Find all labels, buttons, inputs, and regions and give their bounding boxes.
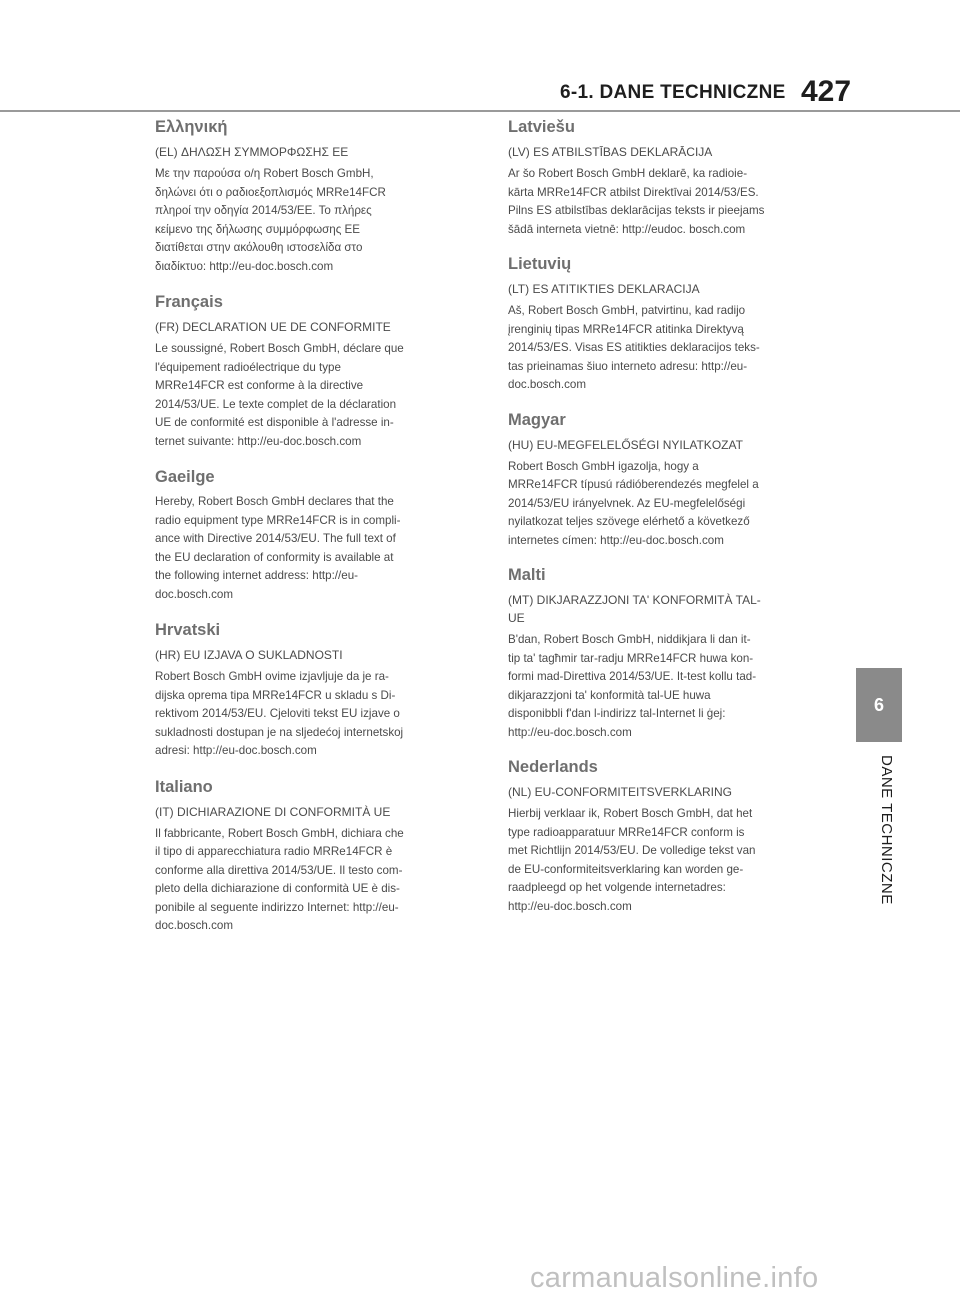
declaration-text: Le soussigné, Robert Bosch GmbH, déclare que l'équipement radioélectrique du type MRRe14FCR est conforme à la directive 2014/53/UE. Le texte complet de la déclaration UE de conformité est disponible à l'adresse in- ternet suivante: http://eu-doc.bosch.com [155, 342, 404, 448]
declaration-heading: (FR) DECLARATION UE DE CONFORMITE [155, 320, 391, 334]
language-title: Latviešu [508, 118, 575, 136]
chapter-tab[interactable] [856, 668, 902, 742]
declaration-heading: (HU) EU-MEGFELELŐSÉGI NYILATKOZAT [508, 437, 743, 452]
section-greek [155, 116, 465, 276]
language-title: Français [155, 293, 223, 311]
language-title: Nederlands [508, 758, 598, 776]
language-title: Hrvatski [155, 621, 221, 639]
page-number: 427 [801, 75, 852, 108]
declaration-text: Hierbij verklaar ik, Robert Bosch GmbH, dat het type radioapparatuur MRRe14FCR conform is met Richtlijn 2014/53/EU. De volledige tekst van de EU-conformiteitsverklaring kan worden ge- raadpleegd op het volgende internetadres: http://eu-doc.bosch.com [508, 807, 756, 913]
language-title: Lietuvių [508, 255, 572, 273]
section-dutch [508, 756, 824, 916]
section-irish [155, 466, 465, 604]
language-title: Malti [508, 566, 546, 584]
declaration-text: Aš, Robert Bosch GmbH, patvirtinu, kad radijo įrenginių tipas MRRe14FCR atitinka Direktyvą 2014/53/ES. Visas ES atitikties deklaracijos teks- tas prieinamas šiuo interneto adresu: http://eu- doc.bosch.com [508, 304, 760, 391]
declaration-heading: (NL) EU-CONFORMITEITSVERKLARING [508, 785, 733, 799]
declaration-text: Ar šo Robert Bosch GmbH deklarē, ka radioie- kārta MRRe14FCR atbilst Direktīvai 2014/53/ES. Pilns ES atbilstības deklarācijas teksts ir pieejams šādā interneta vietnē: http://eudoc. bosch.com [508, 167, 765, 236]
declaration-text: B'dan, Robert Bosch GmbH, niddikjara li dan it- tip ta' tagħmir tar-radju MRRe14FCR huwa kon- formi mad-Direttiva 2014/53/UE. It-test kollu tad- dikjarazzjoni ta' konformità tal-UE huwa disponibbli f'dan l-indirizz tal-Internet li ġej: http://eu-doc.bosch.com [508, 633, 757, 739]
language-title: Gaeilge [155, 468, 215, 486]
section-hungarian [508, 409, 824, 551]
section-lithuanian [508, 253, 824, 395]
chapter-number: 6 [873, 695, 884, 715]
declaration-text: Il fabbricante, Robert Bosch GmbH, dichiara che il tipo di apparecchiatura radio MRRe14FCR è conforme alla direttiva 2014/53/UE. Il testo com- pleto della dichiarazione di conformità UE è dis- ponibile al seguente indirizzo Internet: http://eu- doc.bosch.com [155, 826, 404, 932]
section-maltese [508, 564, 824, 742]
right-column [508, 116, 824, 930]
declaration-heading: (LT) ES ATITIKTIES DEKLARACIJA [508, 282, 700, 296]
declaration-heading: (EL) ΔΗΛΩΣΗ ΣΥΜΜΟΡΦΩΣΗΣ ΕΕ [155, 145, 349, 159]
declaration-text: Robert Bosch GmbH igazolja, hogy a MRRe14FCR típusú rádióberendezés megfelel a 2014/53/EU irányelvnek. Az EU-megfelelőségi nyilatkozat teljes szövege elérhető a következő internetes címen: http://eu-doc.bosch.com [508, 459, 759, 547]
declaration-text: Robert Bosch GmbH ovime izjavljuje da je ra- dijska oprema tipa MRRe14FCR u skladu s Di- rektivom 2014/53/EU. Cjeloviti tekst EU izjave o sukladnosti dostupan je na sljedećoj internetskoj adresi: http://eu-doc.bosch.com [155, 670, 404, 757]
watermark: carmanualsonline.info [530, 1262, 819, 1294]
declaration-heading: (IT) DICHIARAZIONE DI CONFORMITÀ UE [155, 804, 391, 819]
language-title: Italiano [155, 777, 213, 796]
section-croatian [155, 619, 465, 761]
declaration-heading: (LV) ES ATBILSTĪBAS DEKLARĀCIJA [508, 145, 713, 159]
declaration-heading: (HR) EU IZJAVA O SUKLADNOSTI [155, 648, 343, 662]
language-title: Magyar [508, 410, 566, 429]
section-french [155, 291, 465, 451]
section-latvian [508, 116, 824, 239]
header-divider [0, 110, 960, 112]
language-title: Ελληνική [155, 118, 228, 136]
declaration-heading: (MT) DIKJARAZZJONI TA' KONFORMITÀ TAL- UE [508, 593, 761, 625]
page-header [0, 0, 960, 112]
left-column [155, 116, 465, 951]
chapter-label: DANE TECHNICZNE [878, 755, 895, 905]
declaration-text: Hereby, Robert Bosch GmbH declares that the radio equipment type MRRe14FCR is in compli- ance with Directive 2014/53/EU. The full text of the EU declaration of conformity is available at the following internet address: http://eu- doc.bosch.com [155, 495, 401, 601]
section-italian [155, 776, 465, 936]
section-title: 6-1. DANE TECHNICZNE [560, 82, 786, 103]
declaration-text: Με την παρούσα ο/η Robert Bosch GmbH, δηλώνει ότι ο ραδιοεξοπλισμός MRRe14FCR πληροί την οδηγία 2014/53/ΕΕ. Το πλήρες κείμενο της δήλωσης συμμόρφωσης ΕΕ διατίθεται στην ακόλουθη ιστοσελίδα στο διαδίκτυο: http://eu-doc.bosch.com [155, 167, 386, 273]
